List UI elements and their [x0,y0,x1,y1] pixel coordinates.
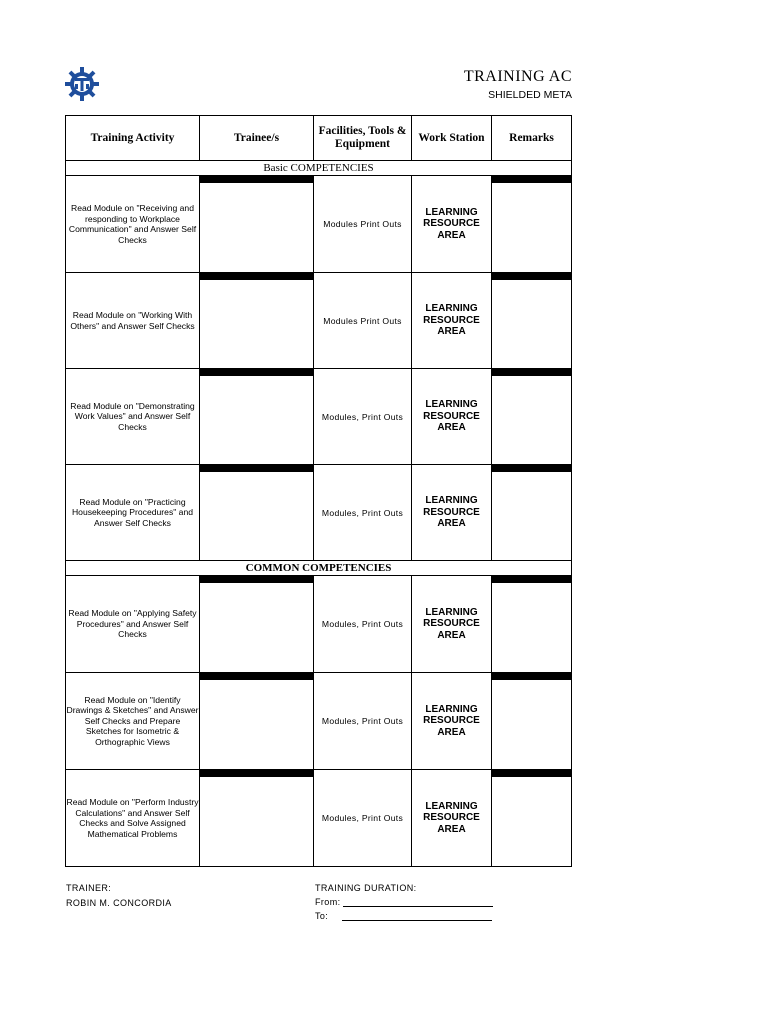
activity-cell: Read Module on "Practicing Housekeeping Procedures" and Answer Self Checks [66,465,200,561]
table-row [66,176,572,273]
from-label: From: [315,897,341,907]
remarks-lines[interactable] [492,770,572,867]
trainee-lines[interactable] [200,465,314,561]
work-station-cell: LEARNING RESOURCE AREA [412,176,492,273]
activity-cell: Read Module on "Receiving and responding to Workplace Communication" and Answer Self Checks [66,176,200,273]
col-header-trainees: Trainee/s [200,116,314,161]
trainee-lines[interactable] [200,369,314,465]
trainer-label: TRAINER: [66,883,112,893]
col-header-facilities: Facilities, Tools & Equipment [314,116,412,161]
facilities-cell: Modules, Print Outs [314,576,412,673]
work-station-cell: LEARNING RESOURCE AREA [412,770,492,867]
remarks-lines[interactable] [492,465,572,561]
col-header-work-station: Work Station [412,116,492,161]
from-row [315,897,493,907]
remarks-lines[interactable] [492,673,572,770]
activity-cell: Read Module on "Working With Others" and Answer Self Checks [66,273,200,369]
page-subtitle: SHIELDED META [488,89,572,101]
facilities-cell: Modules, Print Outs [314,770,412,867]
activity-cell: Read Module on "Applying Safety Procedures" and Answer Self Checks [66,576,200,673]
table-row [66,673,572,770]
facilities-cell: Modules Print Outs [314,273,412,369]
facilities-cell: Modules, Print Outs [314,369,412,465]
section-row [66,561,572,576]
table-header-row [66,116,572,161]
work-station-cell: LEARNING RESOURCE AREA [412,673,492,770]
work-station-cell: LEARNING RESOURCE AREA [412,576,492,673]
to-date-field[interactable] [342,911,492,921]
trainee-lines[interactable] [200,673,314,770]
facilities-cell: Modules, Print Outs [314,465,412,561]
activity-cell: Read Module on "Perform Industry Calculations" and Answer Self Checks and Solve Assigned Mathematical Problems [66,770,200,867]
table-row [66,369,572,465]
page-title: TRAINING AC [463,68,572,85]
training-activity-table [65,115,572,867]
table-row [66,576,572,673]
activity-cell: Read Module on "Demonstrating Work Values" and Answer Self Checks [66,369,200,465]
trainee-lines[interactable] [200,770,314,867]
table-row [66,465,572,561]
facilities-cell: Modules, Print Outs [314,673,412,770]
col-header-remarks: Remarks [492,116,572,161]
to-label: To: [315,911,329,921]
work-station-cell: LEARNING RESOURCE AREA [412,465,492,561]
work-station-cell: LEARNING RESOURCE AREA [412,369,492,465]
remarks-lines[interactable] [492,369,572,465]
training-duration-label: TRAINING DURATION: [315,883,417,893]
from-date-field[interactable] [343,897,493,907]
trainee-lines[interactable] [200,273,314,369]
to-row [315,911,492,921]
facilities-cell: Modules Print Outs [314,176,412,273]
section-label-basic: Basic COMPETENCIES [66,161,572,176]
activity-cell: Read Module on "Identify Drawings & Sketches" and Answer Self Checks and Prepare Sketches for Isometric & Orthographic Views [66,673,200,770]
col-header-training-activity: Training Activity [66,116,200,161]
table-row [66,770,572,867]
tesda-gear-logo-icon [64,66,100,102]
section-label-common: COMMON COMPETENCIES [66,561,572,576]
remarks-lines[interactable] [492,176,572,273]
table-row [66,273,572,369]
trainer-name: ROBIN M. CONCORDIA [66,898,172,908]
trainee-lines[interactable] [200,576,314,673]
remarks-lines[interactable] [492,576,572,673]
remarks-lines[interactable] [492,273,572,369]
work-station-cell: LEARNING RESOURCE AREA [412,273,492,369]
trainee-lines[interactable] [200,176,314,273]
section-row [66,161,572,176]
